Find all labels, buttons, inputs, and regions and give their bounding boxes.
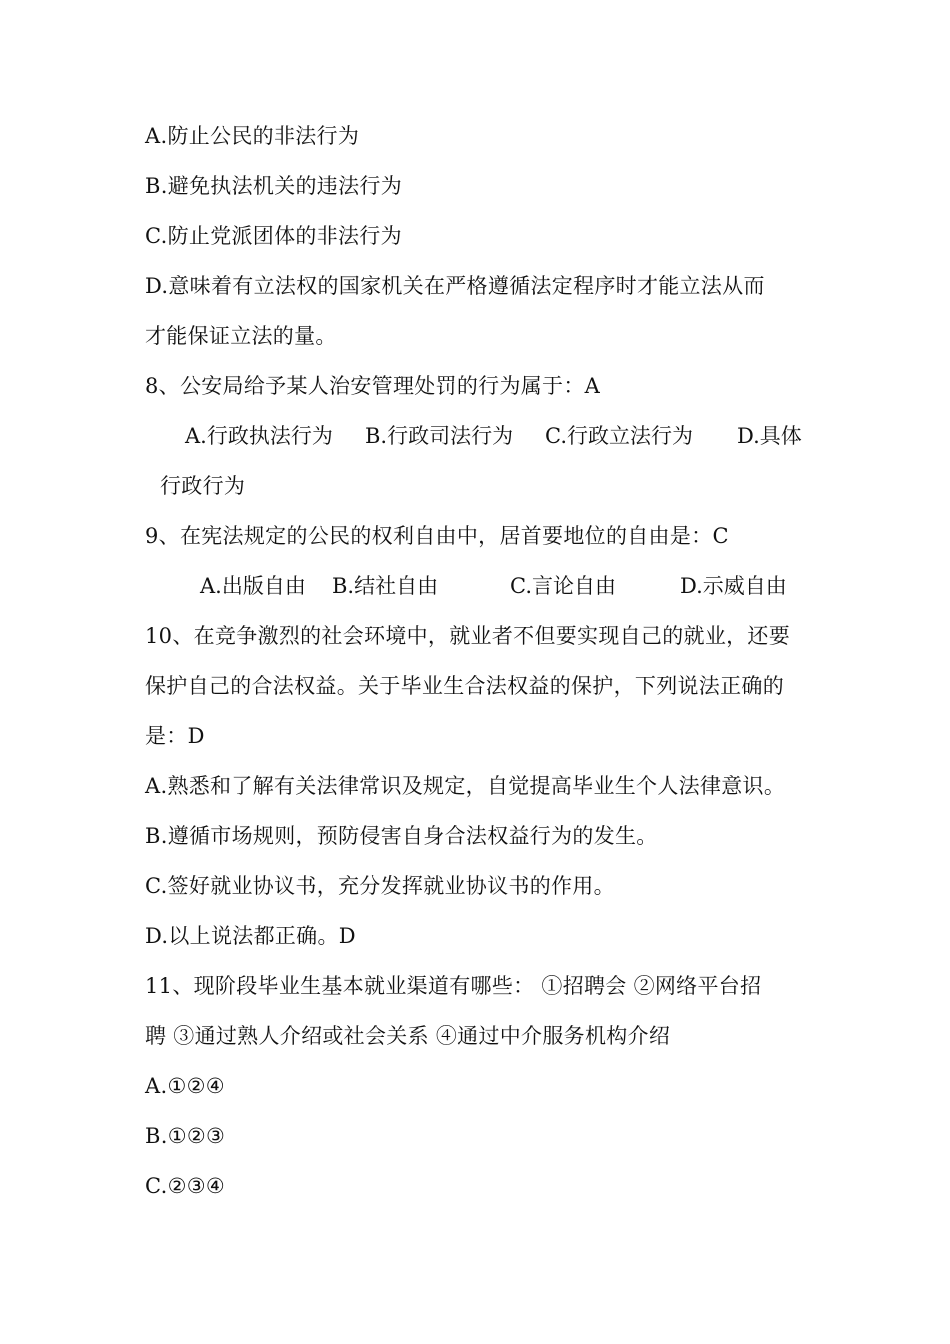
q7-option-c: C.防止党派团体的非法行为 (145, 224, 402, 248)
q8-option-c: C.行政立法行为 (545, 424, 693, 448)
q11-option-c: C.②③④ (145, 1174, 225, 1198)
q9-option-b: B.结社自由 (332, 574, 439, 598)
q7-option-a: A.防止公民的非法行为 (145, 124, 360, 148)
question-11-cont: 聘 ③通过熟人介绍或社会关系 ④通过中介服务机构介绍 (145, 1024, 671, 1048)
question-8: 8、公安局给予某人治安管理处罚的行为属于：A (145, 374, 601, 398)
question-10: 10、在竞争激烈的社会环境中，就业者不但要实现自己的就业，还要 (145, 624, 791, 648)
q11-option-b: B.①②③ (145, 1124, 226, 1148)
q9-option-d: D.示威自由 (680, 574, 787, 598)
question-10-cont-2: 是：D (145, 724, 205, 748)
q10-option-d: D.以上说法都正确。D (145, 924, 356, 948)
q10-option-c: C.签好就业协议书，充分发挥就业协议书的作用。 (145, 874, 615, 898)
q8-option-b: B.行政司法行为 (365, 424, 514, 448)
q8-option-d-cont: 行政行为 (160, 474, 246, 498)
q9-option-a: A.出版自由 (200, 574, 306, 598)
q8-option-d: D.具体 (737, 424, 802, 448)
q8-option-a: A.行政执法行为 (185, 424, 333, 448)
q7-option-d-cont: 才能保证立法的量。 (145, 324, 337, 348)
q10-option-a: A.熟悉和了解有关法律常识及规定，自觉提高毕业生个人法律意识。 (145, 774, 786, 798)
question-9: 9、在宪法规定的公民的权利自由中，居首要地位的自由是：C (145, 524, 729, 548)
q7-option-d: D.意味着有立法权的国家机关在严格遵循法定程序时才能立法从而 (145, 274, 765, 298)
question-10-cont: 保护自己的合法权益。关于毕业生合法权益的保护，下列说法正确的 (145, 674, 784, 698)
question-11: 11、现阶段毕业生基本就业渠道有哪些： ①招聘会 ②网络平台招 (145, 974, 762, 998)
q9-option-c: C.言论自由 (510, 574, 616, 598)
q11-option-a: A.①②④ (145, 1074, 225, 1098)
q10-option-b: B.遵循市场规则，预防侵害自身合法权益行为的发生。 (145, 824, 658, 848)
q7-option-b: B.避免执法机关的违法行为 (145, 174, 403, 198)
